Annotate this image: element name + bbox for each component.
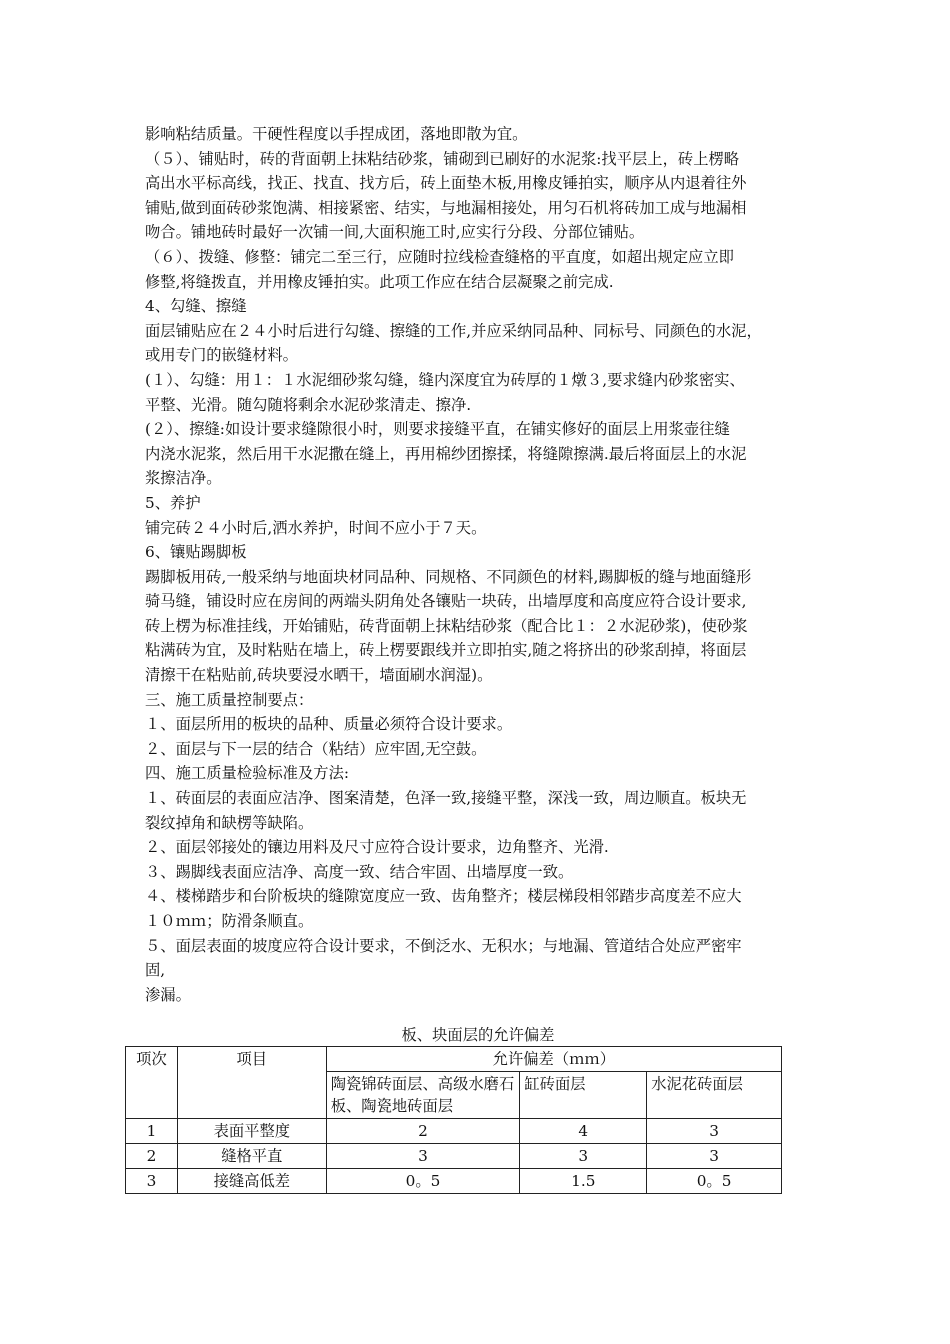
subheader-clinker: 缸砖面层 [520, 1072, 647, 1119]
cell-no: 2 [126, 1144, 178, 1169]
section-heading: 6、镶贴踢脚板 [145, 543, 247, 562]
text-line: 清擦干在粘贴前,砖块要浸水晒干，墙面刷水润湿)。 [145, 666, 493, 685]
table-row [126, 1144, 782, 1169]
text-line: (２）、擦缝:如设计要求缝隙很小时，则要求接缝平直，在铺实修好的面层上用浆壶往缝 [145, 420, 730, 439]
text-line: 骑马缝，铺设时应在房间的两端头阴角处各镶贴一块砖，出墙厚度和高度应符合设计要求, [145, 592, 747, 611]
text-line: 踢脚板用砖,一般采纳与地面块材同品种、同规格、不同颜色的材料,踢脚板的缝与地面缝形 [145, 567, 752, 586]
cell-value: 4 [520, 1119, 647, 1144]
text-line: ２、面层邻接处的镶边用料及尺寸应符合设计要求，边角整齐、光滑. [145, 838, 609, 857]
cell-no: 3 [126, 1169, 178, 1194]
text-line: 修整,将缝拨直，并用橡皮锤拍实。此项工作应在结合层凝聚之前完成. [145, 272, 614, 291]
cell-item: 缝格平直 [177, 1144, 326, 1169]
text-line: １０ｍｍ；防滑条顺直。 [145, 912, 314, 930]
header-allowance: 允许偏差（ｍｍ） [326, 1047, 781, 1072]
text-line: 浆擦洁净。 [145, 469, 222, 488]
text-line: 粘满砖为宜，及时粘贴在墙上，砖上楞要跟线并立即拍实,随之将挤出的砂浆刮掉，将面层 [145, 641, 747, 660]
cell-value: 2 [326, 1119, 520, 1144]
text-line: 裂纹掉角和缺楞等缺陷。 [145, 813, 314, 832]
text-line: ４、楼梯踏步和台阶板块的缝隙宽度应一致、齿角整齐；楼层梯段相邻踏步高度差不应大 [145, 887, 742, 906]
text-line: ３、踢脚线表面应洁净、高度一致、结合牢固、出墙厚度一致。 [145, 862, 574, 881]
text-line: １、砖面层的表面应洁净、图案清楚，色泽一致,接缝平整，深浅一致，周边顺直。板块无 [145, 789, 747, 808]
cell-item: 接缝高低差 [177, 1169, 326, 1194]
table-row [126, 1119, 782, 1144]
text-line: 吻合。铺地砖时最好一次铺一间,大面积施工时,应实行分段、分部位铺贴。 [145, 223, 645, 242]
tolerance-table [125, 1046, 782, 1194]
cell-no: 1 [126, 1119, 178, 1144]
subheader-cement-tile: 水泥花砖面层 [647, 1072, 782, 1119]
table-row [126, 1169, 782, 1194]
header-item: 项目 [177, 1047, 326, 1119]
text-line: ５、面层表面的坡度应符合设计要求，不倒泛水、无积水；与地漏、管道结合处应严密牢 [145, 936, 742, 955]
cell-value: 3 [647, 1144, 782, 1169]
table-caption: 板、块面层的允许偏差 [401, 1026, 555, 1044]
text-line: 铺贴,做到面砖砂浆饱满、相接紧密、结实，与地漏相接处，用匀石机将砖加工成与地漏相 [145, 198, 747, 217]
text-line: ２、面层与下一层的结合（粘结）应牢固,无空鼓。 [145, 739, 487, 758]
text-line: 或用专门的嵌缝材料。 [145, 346, 298, 365]
text-line: （５）、铺贴时，砖的背面朝上抹粘结砂浆，铺砌到已刷好的水泥浆:找平层上，砖上楞略 [145, 149, 740, 168]
text-line: 高出水平标高线，找正、找直、找方后，砖上面垫木板,用橡皮锤拍实，顺序从内退着往外 [145, 174, 747, 193]
text-line: 面层铺贴应在２４小时后进行勾缝、擦缝的工作,并应采纳同品种、同标号、同颜色的水泥， [145, 321, 762, 340]
section-heading: 5、养护 [145, 493, 201, 512]
text-line: 砖上楞为标准挂线，开始铺贴，砖背面朝上抹粘结砂浆（配合比１：２水泥砂浆)，使砂浆 [145, 616, 748, 635]
table-header-row [126, 1047, 782, 1072]
subheader-mosaic: 陶瓷锦砖面层、高级水磨石板、陶瓷地砖面层 [326, 1072, 520, 1119]
text-line: 内浇水泥浆，然后用干水泥撒在缝上，再用棉纱团擦揉，将缝隙擦满.最后将面层上的水泥 [145, 444, 747, 463]
text-line: （６）、拨缝、修整：铺完二至三行，应随时拉线检查缝格的平直度，如超出规定应立即 [145, 247, 734, 266]
text-line: １、面层所用的板块的品种、质量必须符合设计要求。 [145, 715, 513, 734]
text-line: 渗漏。 [145, 985, 191, 1004]
cell-value: 3 [326, 1144, 520, 1169]
text-line: (１）、勾缝：用１：１水泥细砂浆勾缝，缝内深度宜为砖厚的１燉３,要求缝内砂浆密实、 [145, 370, 745, 389]
body-text [145, 122, 811, 1007]
cell-value: 3 [647, 1119, 782, 1144]
cell-item: 表面平整度 [177, 1119, 326, 1144]
section-heading: 四、施工质量检验标准及方法: [145, 764, 350, 783]
text-line: 固, [145, 961, 166, 980]
cell-value: 1.5 [520, 1169, 647, 1194]
section-heading: 三、施工质量控制要点： [145, 690, 314, 709]
section-heading: 4、勾缝、擦缝 [145, 297, 247, 316]
text-line: 铺完砖２４小时后,洒水养护，时间不应小于７天。 [145, 518, 487, 537]
text-line: 平整、光滑。随勾随将剩余水泥砂浆清走、擦净. [145, 395, 472, 414]
text-line: 影响粘结质量。干硬性程度以手捏成团，落地即散为宜。 [145, 125, 528, 143]
cell-value: 0。5 [326, 1169, 520, 1194]
header-index: 项次 [126, 1047, 178, 1119]
cell-value: 3 [520, 1144, 647, 1169]
cell-value: 0。5 [647, 1169, 782, 1194]
